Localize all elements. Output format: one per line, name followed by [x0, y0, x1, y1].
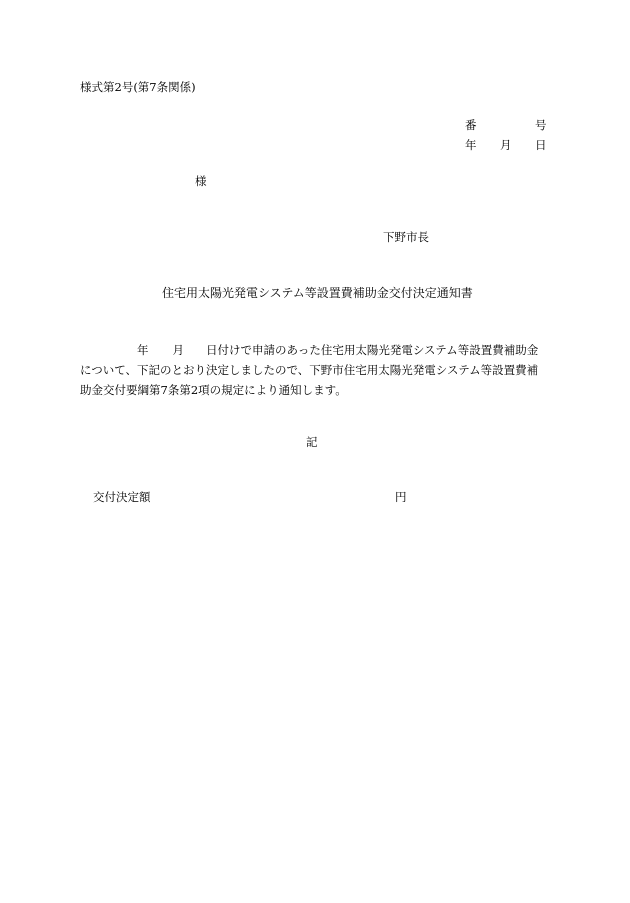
amount-label: 交付決定額	[93, 490, 151, 504]
number-label-go: 号	[535, 118, 547, 132]
body-year: 年	[137, 343, 149, 357]
form-label: 様式第2号(第7条関係)	[80, 80, 196, 94]
issuer-name: 下野市長	[383, 230, 429, 244]
notice-body	[80, 340, 550, 400]
addressee-suffix: 様	[195, 174, 207, 188]
body-line-2: について、下記のとおり決定しましたので、下野市住宅用太陽光発電システム等設置費補	[80, 363, 539, 377]
date-year-label: 年	[465, 138, 477, 152]
body-month: 月	[172, 343, 184, 357]
body-line-1-text: 日付けで申請のあった住宅用太陽光発電システム等設置費補助金	[206, 343, 539, 357]
number-label-ban: 番	[465, 118, 477, 132]
body-line-3: 助金交付要綱第7条第2項の規定により通知します。	[80, 383, 347, 397]
date-day-label: 日	[535, 138, 547, 152]
document-title: 住宅用太陽光発電システム等設置費補助金交付決定通知書	[162, 286, 473, 300]
ki-label: 記	[306, 435, 318, 449]
amount-unit: 円	[395, 490, 407, 504]
body-line-1	[80, 340, 550, 360]
date-month-label: 月	[500, 138, 512, 152]
